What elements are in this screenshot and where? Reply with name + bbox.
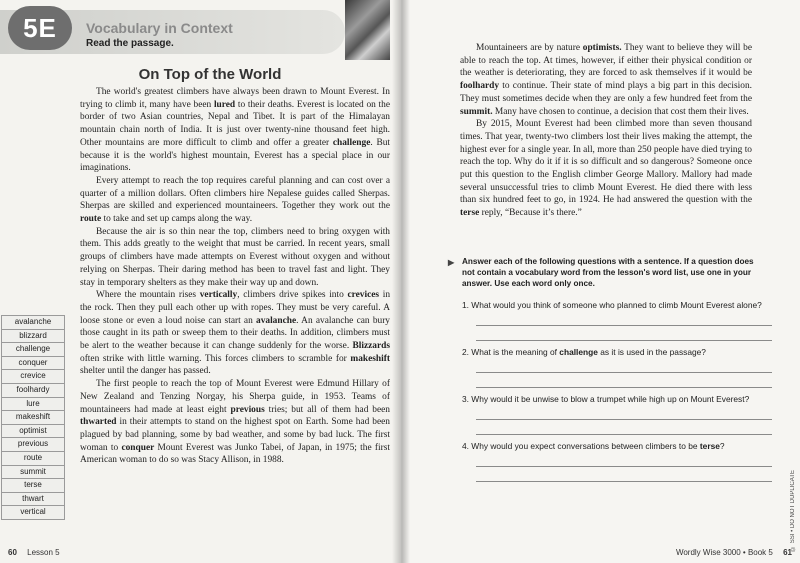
word-list-item: foolhardy — [1, 384, 65, 398]
story-body — [80, 86, 390, 467]
vocab-word: optimists. — [582, 43, 622, 53]
triangle-bullet-icon: ▶ — [448, 258, 455, 267]
word-list-item: conquer — [1, 357, 65, 371]
question-text: 4. Why would you expect conversations between climbers to be terse? — [462, 441, 725, 451]
word-list-item: summit — [1, 466, 65, 480]
question-text: 1. What would you think of someone who planned to climb Mount Everest alone? — [462, 300, 762, 310]
lesson-badge: 5E — [8, 6, 72, 50]
vocab-word: summit. — [460, 106, 493, 117]
story-paragraph: Mountaineers are by nature optimists. They want to believe they will be able to reach the top. At times, however, if either their physical condition or the weather is deteriorating, they are forced to ask themselves if it would be foolhardy to continue. Their state of mind plays a big part in this decision. They must sometimes decide when they are only a few hundred feet from the summit. Many have chosen to continue, a decision that cost them their lives. — [460, 43, 752, 117]
exercise-instructions — [448, 256, 762, 289]
copyright-notice: © SSI • DO NOT DUPLICATE — [790, 470, 796, 551]
question-item — [462, 300, 772, 341]
word-list-item: thwart — [1, 493, 65, 507]
vocab-word: conquer — [121, 442, 155, 453]
page-gutter — [392, 0, 410, 563]
word-list-item: makeshift — [1, 411, 65, 425]
answer-line[interactable] — [476, 311, 772, 326]
word-list — [1, 315, 65, 520]
story-title: On Top of the World — [138, 66, 282, 83]
story-paragraph: Because the air is so thin near the top, climbers need to bring oxygen with them. This adds greatly to the weight that must be carried. In recent years, small groups of climbers have made attempts on Everest without oxygen and without relying on Sherpas. Their daring method has been to travel fast and light. They stay in temporary shelters as they make their way up and down. — [80, 226, 390, 288]
vocab-word: terse — [699, 441, 720, 451]
word-list-item: avalanche — [1, 315, 65, 330]
left-footer — [8, 548, 60, 557]
story-continued — [460, 42, 752, 220]
word-list-item: vertical — [1, 506, 65, 520]
story-paragraph: Every attempt to reach the top requires careful planning and can cost over a quarter of a million dollars. Often climbers hire Nepalese guides called Sherpas. Sherpas are skilled and experienced mountaineers. Together they work out the route to take and set up camps along the way. — [80, 175, 390, 225]
vocab-word: route — [80, 214, 102, 225]
word-list-item: previous — [1, 438, 65, 452]
word-list-item: terse — [1, 479, 65, 493]
story-paragraph: The first people to reach the top of Mount Everest were Edmund Hillary of New Zealand and Tenzing Norgay, his Sherpa guide, in 1953. Teams of mountaineers had made at least eight previous tries; but all of them had been thwarted in their attempts to stand on the highest spot on Earth. Some had been plagued by bad planning, some by bad weather, and some by bad luck. The first woman to conquer Mount Everest was Junko Tabei, of Japan, in 1975; the first American woman to do so was Stacy Allison, in 1988. — [80, 379, 390, 466]
story-paragraph: The world's greatest climbers have always been drawn to Mount Everest. In trying to climb it, many have been lured to their deaths. Everest is located on the border of two Asian countries, Nepal and Tibet. It is part of the Himalayan mountain chain north of India. It is just over twenty-nine thousand feet high. Other mountains are more difficult to climb and offer a greater challenge. But because it is the world's highest mountain, Everest has a special place in our imaginations. — [80, 87, 391, 174]
answer-line[interactable] — [476, 467, 772, 482]
vocab-word: Blizzards — [352, 341, 390, 352]
vocab-word: thwarted — [80, 417, 117, 428]
page-number: 61 — [783, 548, 792, 557]
word-list-item: optimist — [1, 425, 65, 439]
vocab-word: avalanche — [256, 315, 297, 326]
vocab-word: crevices — [347, 290, 380, 301]
instructions-text: Answer each of the following questions with a sentence. If a question does not contain a vocabulary word from the lesson's word list, use one in your answer. Use each word only once. — [462, 257, 754, 288]
vocab-word: challenge — [332, 137, 371, 148]
vocab-word: foolhardy — [460, 81, 500, 92]
question-item — [462, 347, 772, 388]
right-footer — [676, 548, 792, 557]
answer-line[interactable] — [476, 373, 772, 388]
story-paragraph: By 2015, Mount Everest had been climbed more than seven thousand times. That year, twenty-two climbers lost their lives making the attempt, the highest ever for a single year. In all, more than 250 people have died trying to reach the top. Why do it if it is so difficult and so dangerous? Someone once put this question to the English climber George Mallory. Mallory had made several unsuccessful tries to climb Mount Everest. He died there with less than six hundred feet to go, in 1924. He had answered the question with the terse reply, “Because it’s there.” — [460, 119, 752, 219]
question-list — [462, 300, 772, 488]
story-paragraph: Where the mountain rises vertically, climbers drive spikes into crevices in the rock. Then they pull each other up with ropes. They must be very careful. A loose stone or even a loud noise can start an avalanche. An avalanche can bury those caught in its path or sweep them to their deaths. In addition, climbers must be alert to the weather because it can change suddenly for the worse. Blizzards often strike with little warning. This forces climbers to scramble for makeshift shelter until the danger has passed. — [80, 290, 391, 377]
answer-line[interactable] — [476, 405, 772, 420]
answer-line[interactable] — [476, 326, 772, 341]
vocab-word: terse — [460, 208, 480, 219]
answer-line[interactable] — [476, 452, 772, 467]
word-list-item: challenge — [1, 343, 65, 357]
right-page — [400, 0, 800, 563]
page-number: 60 — [8, 548, 17, 557]
mountain-photo — [345, 0, 390, 60]
word-list-item: crevice — [1, 370, 65, 384]
question-item — [462, 394, 772, 435]
question-text: 3. Why would it be unwise to blow a trumpet while high up on Mount Everest? — [462, 394, 750, 404]
vocab-word: makeshift — [350, 353, 390, 364]
question-text: 2. What is the meaning of challenge as it is used in the passage? — [462, 347, 706, 357]
word-list-item: lure — [1, 398, 65, 412]
vocab-word: vertically — [199, 290, 238, 301]
vocab-word: previous — [230, 404, 265, 415]
answer-line[interactable] — [476, 420, 772, 435]
section-subtitle: Read the passage. — [86, 38, 174, 49]
answer-line[interactable] — [476, 358, 772, 373]
question-item — [462, 441, 772, 482]
lesson-label: Lesson 5 — [27, 548, 60, 557]
book-label: Wordly Wise 3000 • Book 5 — [675, 548, 773, 557]
word-list-item: blizzard — [1, 330, 65, 344]
section-title: Vocabulary in Context — [86, 20, 233, 36]
word-list-item: route — [1, 452, 65, 466]
vocab-word: lured — [213, 99, 236, 110]
vocab-word: challenge — [559, 347, 598, 357]
